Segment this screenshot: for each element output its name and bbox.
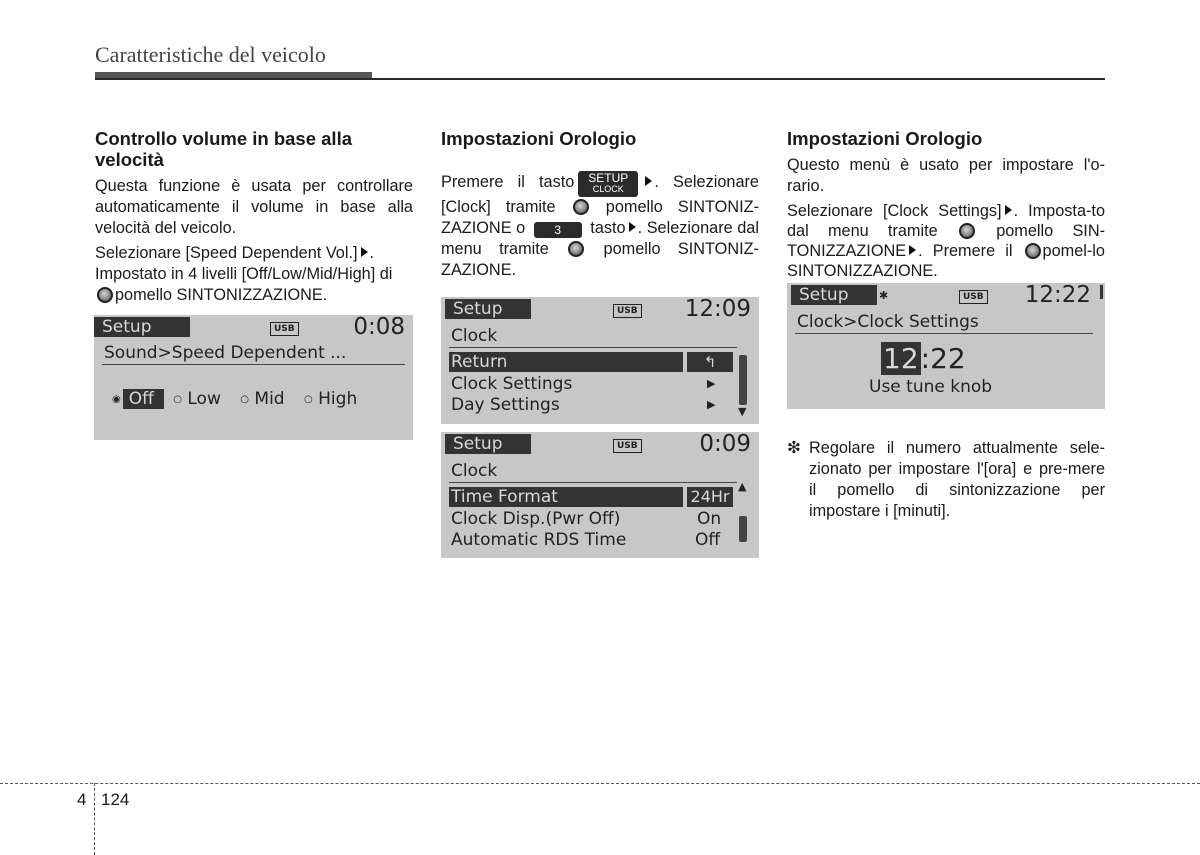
text: tasto (590, 219, 626, 237)
divider (102, 364, 405, 365)
tune-knob-icon (568, 241, 584, 257)
setup-tag: Setup (445, 434, 531, 454)
arrow-right-icon (645, 176, 652, 186)
text: pomello SINTONIZZAZIONE. (115, 286, 328, 304)
usb-icon: USB (613, 439, 642, 453)
hint-text: Use tune knob (869, 377, 993, 397)
lcd-screen-clock-settings (787, 283, 1105, 409)
column-clock-settings-detail (787, 128, 1105, 285)
text: Premere il tasto (441, 173, 575, 191)
scrollbar[interactable] (739, 355, 747, 405)
submenu-arrow-icon: ▶ (707, 377, 716, 390)
clock-time: 0:08 (353, 315, 405, 340)
text: pomel-lo SINTONIZZAZIONE. (787, 242, 1105, 280)
menu-row-return[interactable]: Return (451, 352, 508, 372)
paragraph: Questa funzione è usata per controllare automaticamente il volume in base alla velocità del veicolo. (95, 177, 413, 237)
menu-row-clock-settings[interactable]: Clock Settings (451, 374, 573, 394)
tune-knob-icon (573, 199, 589, 215)
scroll-up-icon: ▲ (738, 480, 747, 493)
radio-icon: ○ (240, 394, 249, 405)
menu-path: Sound>Speed Dependent ... (104, 343, 347, 363)
radio-icon: ○ (173, 394, 182, 405)
return-icon: ↰ (687, 352, 733, 372)
section-heading: Impostazioni Orologio (441, 128, 637, 149)
page-header-title: Caratteristiche del veicolo (95, 42, 326, 67)
text: Selezionare [Speed Dependent Vol.] (95, 244, 358, 262)
menu-path: Clock>Clock Settings (797, 312, 979, 332)
scroll-indicator (1100, 285, 1103, 299)
time-format-value: 24Hr (687, 487, 733, 507)
lcd-screen-clock-options (441, 432, 759, 558)
preset-3-button-icon: 3 (534, 222, 582, 238)
footer-divider (0, 783, 1200, 784)
time-separator: : (920, 342, 931, 375)
lcd-screen-clock-menu (441, 297, 759, 424)
paragraph (787, 201, 1105, 281)
menu-row-time-format[interactable]: Time Format (451, 487, 558, 507)
menu-row-day-settings[interactable]: Day Settings (451, 395, 560, 415)
note-text: Regolare il numero attualmente sele-zionato per impostare l'[ora] e pre-mere il pomello di sintonizzazione per impostare i [minuti]. (809, 439, 1105, 520)
radio-selected-icon: ◉ (112, 394, 121, 405)
lcd-screen-speed-volume (94, 315, 413, 440)
text: pomello SIN-TONIZZAZIONE (787, 222, 1106, 260)
usb-icon: USB (270, 322, 299, 336)
text: . Selezionare [Clock] tramite (441, 173, 759, 216)
minute-value[interactable]: 22 (930, 342, 966, 375)
arrow-right-icon (629, 222, 636, 232)
option-mid[interactable]: Mid (254, 389, 285, 409)
menu-row-clock-display[interactable]: Clock Disp.(Pwr Off) (451, 509, 621, 529)
setup-tag: Setup (791, 285, 877, 305)
clock-time: 12:09 (684, 297, 751, 322)
arrow-right-icon (1005, 205, 1012, 215)
menu-title: Clock (451, 326, 498, 346)
usb-icon: USB (613, 304, 642, 318)
status-bar (441, 297, 759, 321)
arrow-right-icon (361, 247, 368, 257)
option-row (112, 389, 357, 410)
rds-time-value: Off (695, 530, 721, 550)
text: . Impostato in 4 livelli [Off/Low/Mid/High] di (95, 244, 393, 283)
section-heading: Impostazioni Orologio (787, 128, 983, 149)
paragraph (441, 171, 759, 281)
usb-icon: USB (959, 290, 988, 304)
tune-knob-icon (959, 223, 975, 239)
status-bar (441, 432, 759, 456)
text: . Imposta-to dal menu tramite (787, 202, 1105, 240)
header-rule (95, 78, 1105, 80)
time-editor (881, 343, 966, 375)
setup-tag: Setup (94, 317, 190, 337)
radio-icon: ○ (304, 394, 313, 405)
option-off-selected[interactable]: Off (123, 389, 164, 409)
clock-time: 12:22 (1024, 283, 1091, 308)
submenu-arrow-icon: ▶ (707, 398, 716, 411)
chapter-number: 4 (77, 790, 87, 809)
menu-row-automatic-rds-time[interactable]: Automatic RDS Time (451, 530, 627, 550)
clock-label: CLOCK (592, 184, 624, 194)
bluetooth-icon: ✱ (879, 289, 889, 302)
clock-display-value: On (697, 509, 722, 529)
text: pomello SINTONIZ-ZAZIONE. (441, 240, 759, 279)
text: pomello SINTONIZ-ZAZIONE o (441, 198, 759, 237)
text: . Premere il (918, 242, 1013, 260)
scroll-down-icon: ▼ (738, 405, 747, 418)
arrow-right-icon (909, 245, 916, 255)
paragraph: Questo menù è usato per impostare l'o-rario. (787, 156, 1105, 195)
option-low[interactable]: Low (187, 389, 221, 409)
status-bar (787, 283, 1105, 307)
text: . Selezionare dal menu tramite (441, 219, 759, 258)
tune-knob-icon (97, 287, 113, 303)
section-heading: Controllo volume in base alla velocità (95, 128, 352, 170)
divider (449, 482, 737, 483)
footer-vertical-divider (94, 783, 95, 855)
scrollbar[interactable] (739, 516, 747, 542)
divider (449, 347, 737, 348)
clock-time: 0:09 (699, 432, 751, 457)
tune-knob-icon (1025, 243, 1041, 259)
hour-selected[interactable]: 12 (883, 342, 919, 375)
option-high[interactable]: High (318, 389, 358, 409)
column-speed-volume (95, 128, 413, 310)
paragraph (95, 243, 413, 306)
setup-tag: Setup (445, 299, 531, 319)
divider (795, 333, 1093, 334)
menu-title: Clock (451, 461, 498, 481)
setup-label: SETUP (588, 171, 629, 185)
setup-clock-button-icon (578, 171, 638, 197)
column-clock-settings (441, 128, 759, 285)
note-block (787, 438, 1105, 522)
page-number: 124 (101, 790, 130, 809)
note-asterisk-icon: ❇ (787, 439, 801, 457)
status-bar (94, 315, 413, 339)
text: Selezionare [Clock Settings] (787, 202, 1002, 220)
